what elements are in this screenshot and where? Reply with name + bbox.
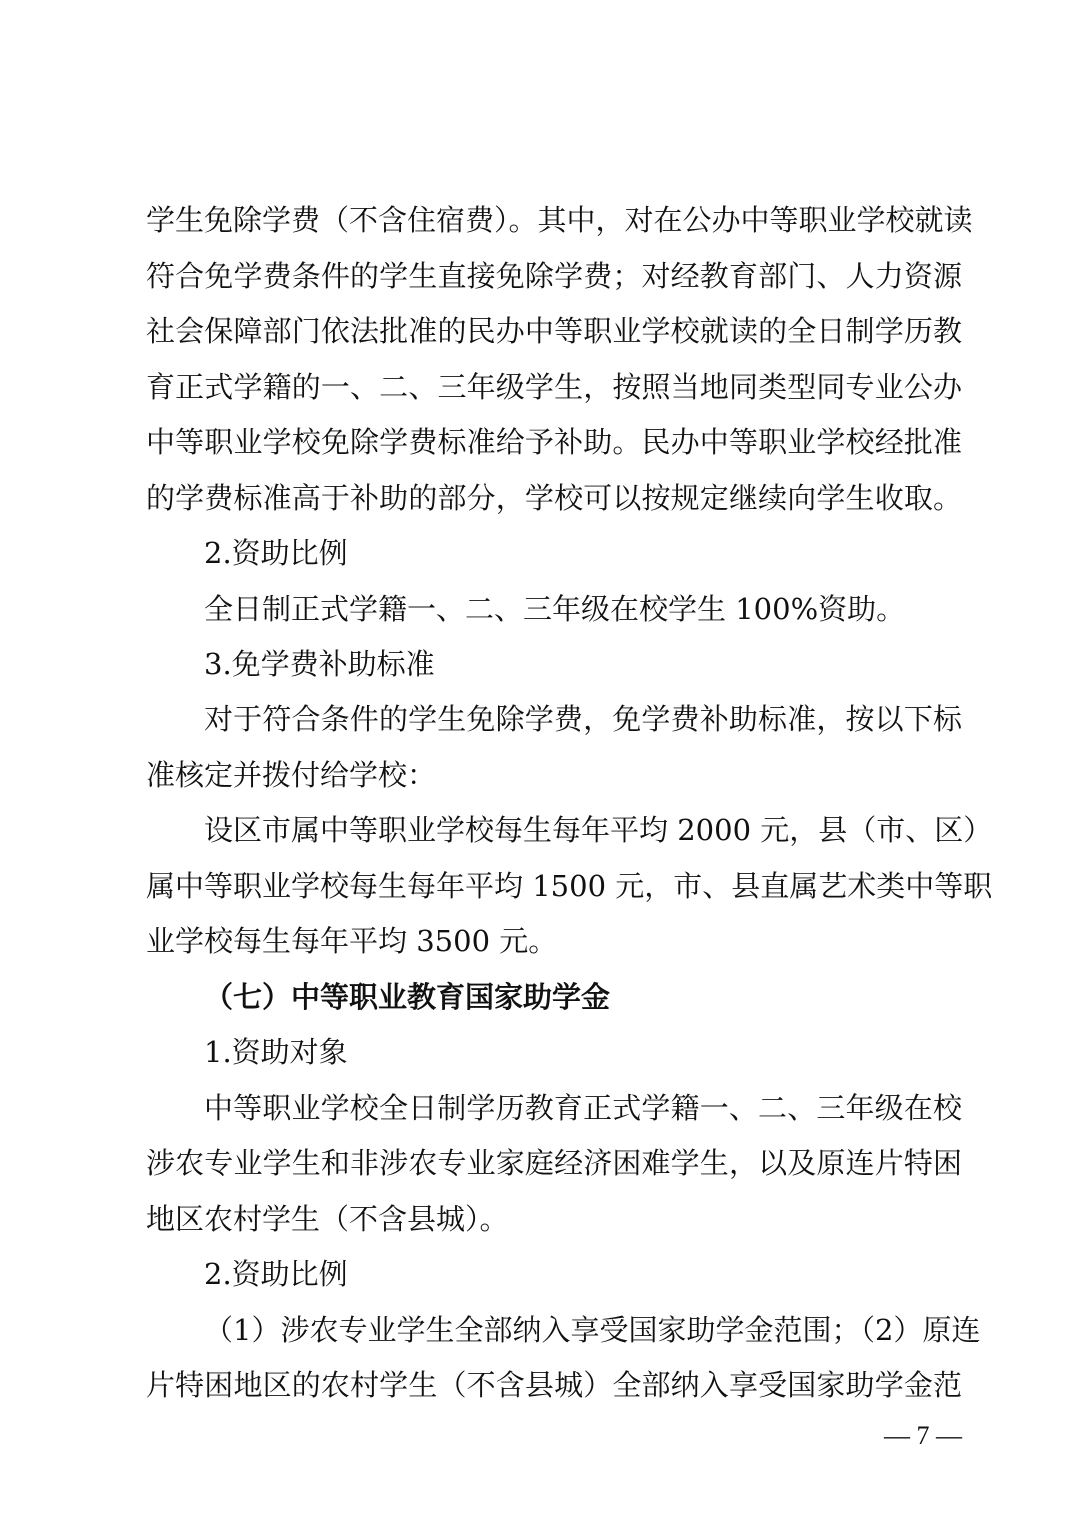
text-line: 业学校每生每年平均 3500 元。	[146, 924, 558, 958]
page-number: — 7 —	[884, 1421, 962, 1450]
subheading: 2.资助比例	[204, 1257, 348, 1291]
text-line: 准核定并拨付给学校：	[146, 758, 437, 792]
text-line: 符合免学费条件的学生直接免除学费；对经教育部门、人力资源	[146, 259, 962, 293]
text-line: 育正式学籍的一、二、三年级学生，按照当地同类型同专业公办	[146, 370, 962, 404]
text-line: 对于符合条件的学生免除学费，免学费补助标准，按以下标	[204, 702, 962, 736]
subheading: 2.资助比例	[204, 536, 348, 570]
text-line: 学生免除学费（不含住宿费）。其中，对在公办中等职业学校就读	[146, 203, 973, 237]
text-line: 中等职业学校免除学费标准给予补助。民办中等职业学校经批准	[146, 425, 962, 459]
text-line: 全日制正式学籍一、二、三年级在校学生 100%资助。	[204, 592, 906, 626]
text-line: 涉农专业学生和非涉农专业家庭经济困难学生，以及原连片特困	[146, 1146, 962, 1180]
text-line: （1）涉农专业学生全部纳入享受国家助学金范围；（2）原连	[204, 1313, 981, 1347]
text-line: 地区农村学生（不含县城）。	[146, 1202, 509, 1236]
text-line: 中等职业学校全日制学历教育正式学籍一、二、三年级在校	[204, 1091, 962, 1125]
subheading: 1.资助对象	[204, 1035, 348, 1069]
text-line: 社会保障部门依法批准的民办中等职业学校就读的全日制学历教	[146, 314, 962, 348]
text-line: 设区市属中等职业学校每生每年平均 2000 元，县（市、区）	[204, 813, 993, 847]
section-heading: （七）中等职业教育国家助学金	[204, 980, 611, 1014]
subheading: 3.免学费补助标准	[204, 647, 435, 681]
text-line: 属中等职业学校每生每年平均 1500 元，市、县直属艺术类中等职	[146, 869, 993, 903]
text-line: 的学费标准高于补助的部分，学校可以按规定继续向学生收取。	[146, 481, 962, 515]
text-line: 片特困地区的农村学生（不含县城）全部纳入享受国家助学金范	[146, 1368, 962, 1402]
